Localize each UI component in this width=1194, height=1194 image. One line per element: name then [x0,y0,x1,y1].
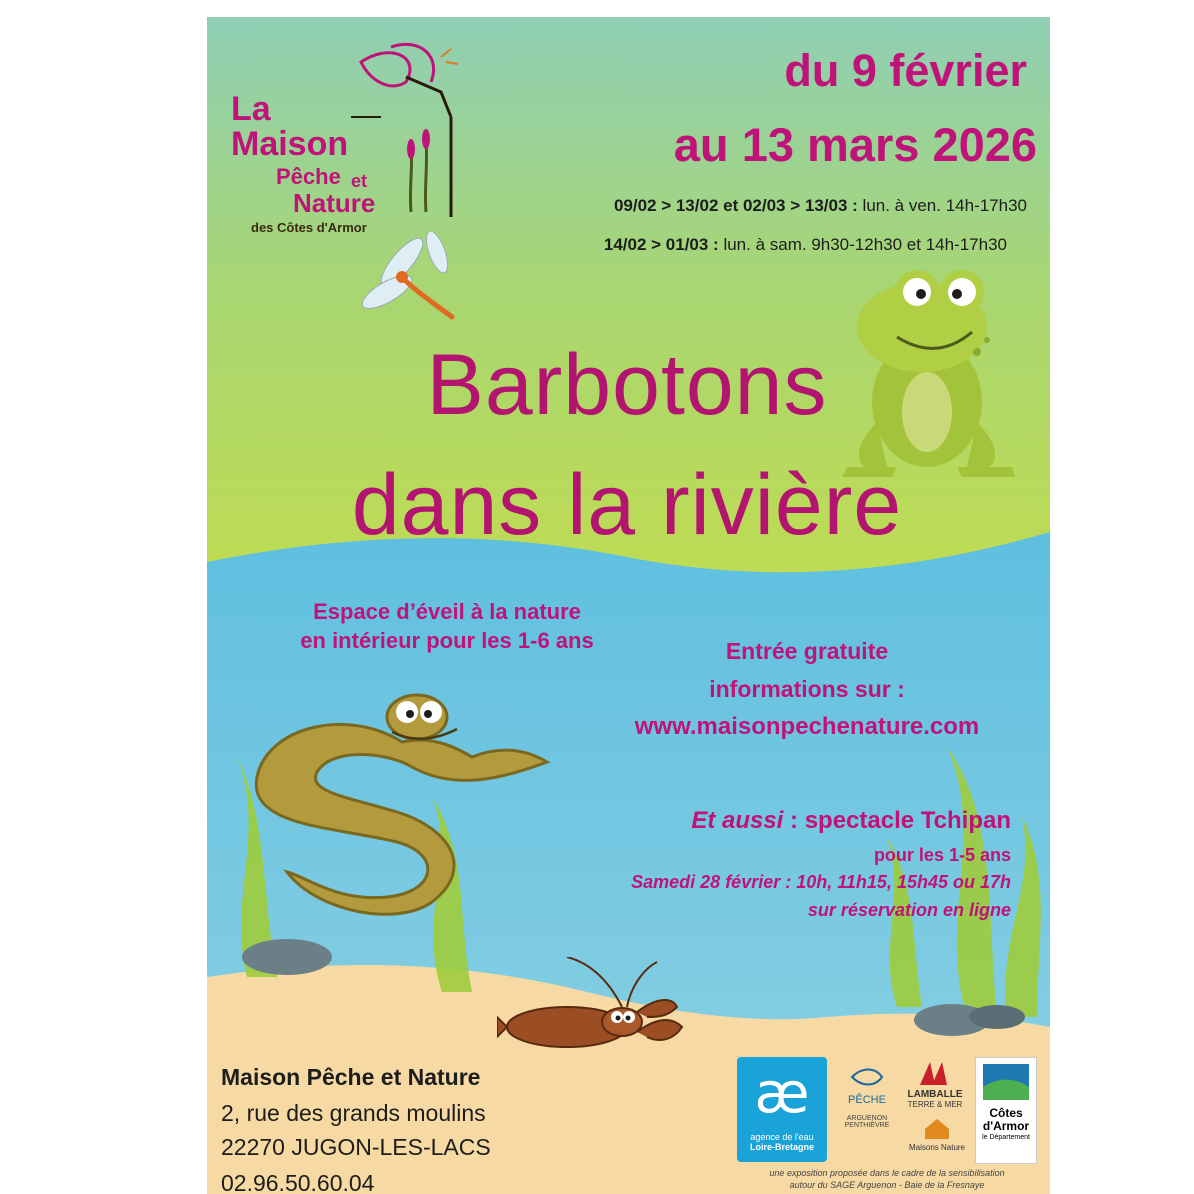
fish-icon [847,1062,887,1092]
cotes-armor-logo [975,1057,1037,1164]
headline-line-2: dans la rivière [351,457,903,553]
schedule-line-2 [387,234,1007,256]
schedule-range-2: 14/02 > 01/03 : [603,235,719,254]
agence-eau-icon [737,1057,827,1127]
logo-line-peche: Pêche [276,164,341,189]
show-times: Samedi 28 février : 10h, 11h15, 15h45 ou 17h [631,872,1011,892]
crayfish-icon [497,957,687,1067]
show-colon: : spectacle [783,807,921,834]
lamballe-icon [915,1057,955,1087]
show-headline [537,805,1011,837]
maisons-nature-label: Maisons Nature [908,1143,966,1152]
date-end: au 13 mars 2026 [673,118,1037,171]
logo-line-maison: Maison [231,125,349,163]
cotes-armor-icon [981,1062,1031,1102]
address-city: 22270 JUGON-LES-LACS [221,1134,491,1160]
schedule-range-1: 09/02 > 13/02 et 02/03 > 13/03 : [613,196,858,215]
footer-note-line-2: autour du SAGE Arguenon - Baie de la Fresnaye [789,1180,985,1190]
address-phone: 02.96.50.60.04 [221,1170,375,1194]
lamballe-line-2: TERRE & MER [907,1100,963,1109]
eel-icon [227,667,557,947]
arguenon-logo: ARGUENON PENTHIÈVRE [844,1115,890,1129]
cotes-armor-line-3: le Département [982,1134,1030,1141]
intro-line-1: Espace d’éveil à la nature [313,599,581,624]
footer-note [737,1167,1037,1191]
headline-line-1: Barbotons [426,337,828,433]
schedule-hours-1: lun. à ven. 14h-17h30 [857,196,1027,215]
logo-line-la: La [231,90,271,128]
schedule-hours-2: lun. à sam. 9h30-12h30 et 14h-17h30 [718,235,1007,254]
house-icon [922,1117,952,1141]
dragonfly-icon [357,232,467,332]
address-name: Maison Pêche et Nature [221,1064,481,1090]
svg-text:æ: æ [754,1061,810,1126]
address-street: 2, rue des grands moulins [221,1100,486,1126]
show-name: Tchipan [920,807,1011,834]
maisons-nature-logo [907,1117,967,1152]
logo-line-cotes: des Côtes d'Armor [251,220,367,235]
date-start: du 9 février [784,45,1027,96]
show-ages: pour les 1-5 ans [873,845,1011,865]
cotes-armor-line-1: Côtes [989,1106,1023,1120]
show-prefix: Et aussi [691,807,784,834]
lamballe-line-1: LAMBALLE [907,1089,963,1100]
agence-eau-line-1: agence de l'eau [750,1132,814,1142]
intro-line-2: en intérieur pour les 1-6 ans [300,628,594,653]
logo-line-nature: Nature [293,188,376,218]
peche-logo [837,1062,897,1106]
footer-note-line-1: une exposition proposée dans le cadre de la sensibilisation [769,1168,1005,1178]
info-url[interactable]: www.maisonpechenature.com [634,713,980,740]
agence-eau-logo [737,1057,827,1162]
info-line-1: Entrée gratuite [725,638,889,664]
info-line-2: informations sur : [709,676,905,702]
agence-eau-line-2: Loire-Bretagne [749,1142,814,1152]
schedule-line-1 [407,195,1027,217]
cotes-armor-line-2: d'Armor [982,1119,1030,1133]
logo-line-et: et [351,171,368,191]
peche-label: PÊCHE [848,1094,886,1106]
poster [207,17,1050,1194]
lamballe-logo [900,1057,970,1109]
show-booking: sur réservation en ligne [807,900,1011,920]
